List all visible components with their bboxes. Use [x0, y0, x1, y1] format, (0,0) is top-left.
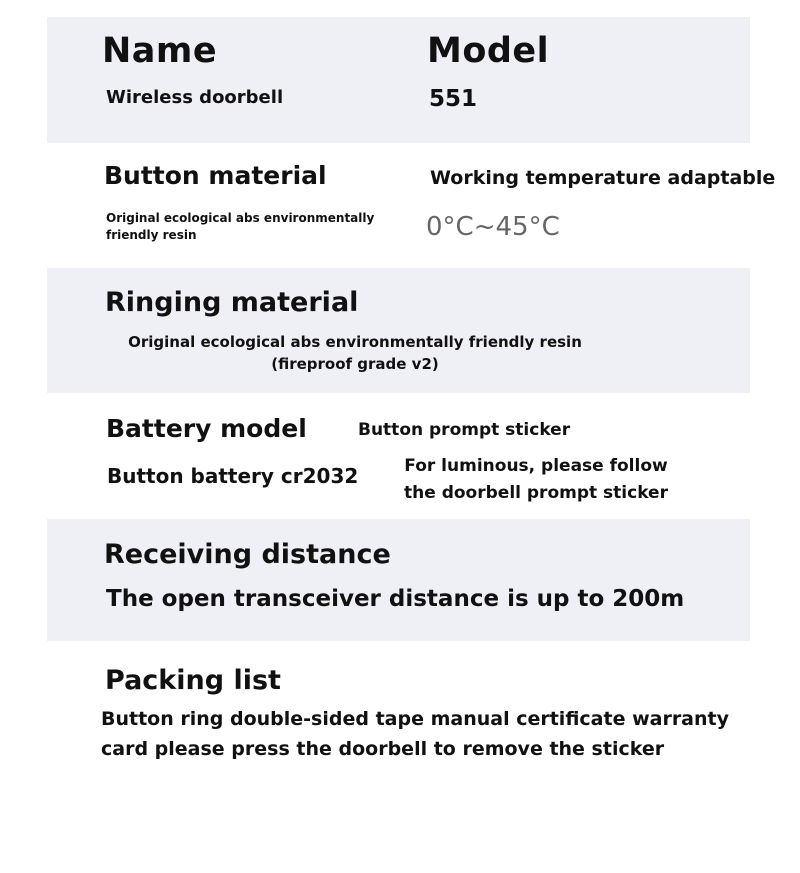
temperature-heading: Working temperature adaptable: [430, 167, 776, 189]
ringing-material-value: Original ecological abs environmentally friendly resin (fireproof grade v2): [128, 333, 582, 373]
name-value: Wireless doorbell: [106, 87, 284, 108]
button-material-heading: Button material: [104, 161, 327, 190]
model-heading: Model: [427, 31, 550, 71]
battery-model-heading: Battery model: [106, 414, 307, 443]
packing-list-heading: Packing list: [105, 665, 281, 696]
ringing-material-heading: Ringing material: [105, 287, 359, 318]
receiving-distance-band: [47, 519, 750, 641]
button-prompt-sticker-value: For luminous, please follow the doorbell prompt sticker: [404, 456, 668, 503]
name-heading: Name: [102, 31, 218, 71]
button-material-value: Original ecological abs environmentally friendly resin: [106, 211, 375, 242]
temperature-value: 0°C~45°C: [426, 212, 560, 242]
button-prompt-sticker-heading: Button prompt sticker: [358, 420, 571, 440]
receiving-distance-value: The open transceiver distance is up to 200m: [106, 586, 685, 612]
model-value: 551: [429, 86, 478, 112]
battery-model-value: Button battery cr2032: [107, 464, 359, 488]
receiving-distance-heading: Receiving distance: [104, 539, 391, 570]
packing-list-value: Button ring double-sided tape manual certificate warranty card please press the doorbell to remove the sticker: [101, 708, 730, 760]
